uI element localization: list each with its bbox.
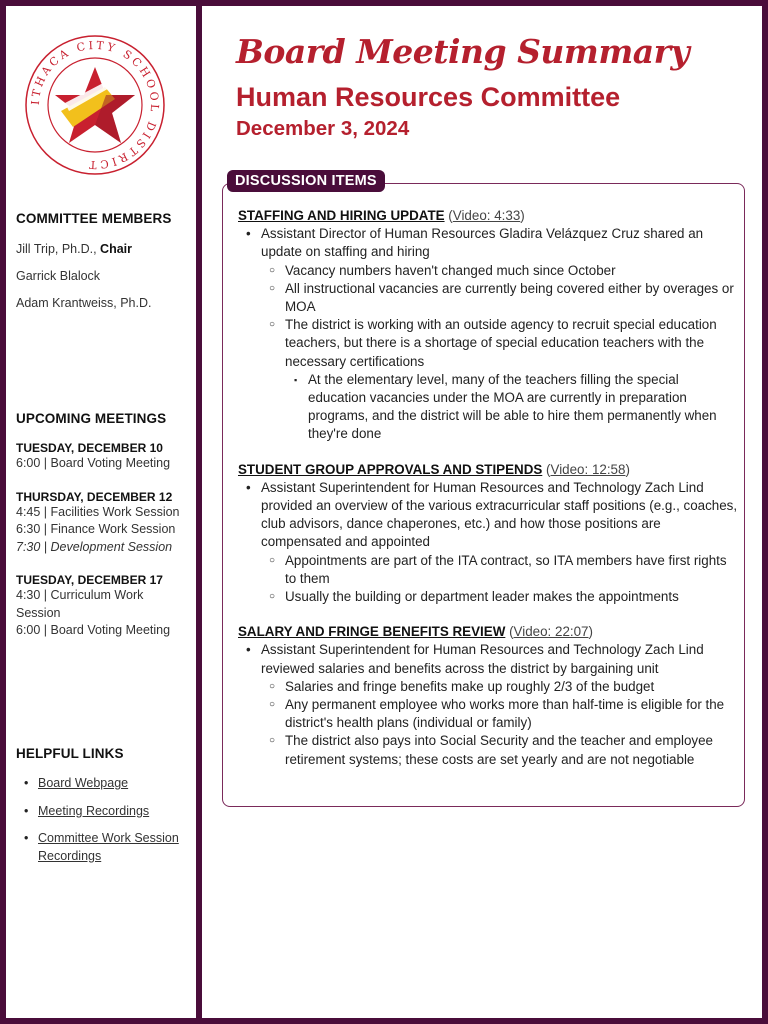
item-bullet — [238, 641, 738, 768]
page-title: Board Meeting Summary — [236, 32, 690, 71]
link-item — [16, 775, 191, 793]
discussion-item: SALARY AND FRINGE BENEFITS REVIEW (Video: 22:07) • Assistant Superintendent for Human Resources and Technology Zach Lind reviewed salaries and benefits across the district by bargaining unit ○ Salaries and fringe benefits make up roughly 2/3 of the budget ○ Any permanent employee who works more than half-time is eligible for the district's health plans (individual or family) ○ The district also pays into Social Security and the teacher and employee retirement systems; these costs are set yearly and are not negotiable — [238, 623, 738, 769]
member-item — [16, 296, 191, 310]
meeting-day: THURSDAY, DECEMBER 12 — [16, 489, 173, 504]
upcoming-meetings-section — [16, 411, 191, 640]
committee-members-heading: COMMITTEE MEMBERS — [16, 211, 172, 226]
item-heading: SALARY AND FRINGE BENEFITS REVIEW — [238, 624, 506, 640]
district-star-logo-icon — [24, 34, 166, 176]
sub-bullet: ○ The district also pays into Social Security and the teacher and employee retirement systems; these costs are set yearly and are not negotiable — [261, 732, 738, 768]
bullet-text: Assistant Director of Human Resources Gladira Velázquez Cruz shared an update on staffing and hiring — [261, 226, 704, 260]
discussion-item: STAFFING AND HIRING UPDATE (Video: 4:33) • Assistant Director of Human Resources Gladira Velázquez Cruz shared an update on staffing and hiring ○ Vacancy numbers haven't changed much since October ○ All instructional vacancies are currently being covered either by overages or MOA ○ The district is working with an outside agency to recruit special education teachers, but there is a shortage of special education teachers with the necessary certifications ▪ At the elementary level, many of the teachers filling the special education vacancies under the MOA are currently in preparation programs, and the district will be able to hire them permanently when they're done — [238, 207, 738, 444]
bullet-text: Assistant Superintendent for Human Resources and Technology Zach Lind reviewed salaries and benefits across the district by bargaining unit — [261, 642, 704, 676]
discussion-item: STUDENT GROUP APPROVALS AND STIPENDS (Video: 12:58) • Assistant Superintendent for Human Resources and Technology Zach Lind provided an overview of the various extracurricular staff positions (e.g., coaches, club advisors, dance chaperones, etc.) and how those positions are compensated and appointed ○ Appointments are part of the ITA contract, so ITA members have first rights to them ○ Usually the building or department leader makes the appointments — [238, 461, 738, 607]
member-name: Garrick Blalock — [16, 269, 101, 283]
sub-bullet: ○ Any permanent employee who works more than half-time is eligible for the district's health plans (individual or family) — [261, 696, 738, 732]
meeting-line: 4:45 | Facilities Work Session — [16, 504, 180, 519]
meeting-date: December 3, 2024 — [236, 117, 410, 140]
meeting-line: 6:30 | Finance Work Session — [16, 522, 176, 536]
meeting-day: TUESDAY, DECEMBER 17 — [16, 573, 163, 587]
meeting-recordings-link[interactable]: Meeting Recordings — [38, 803, 150, 818]
item-bullet — [238, 479, 738, 606]
member-item — [16, 242, 191, 256]
sub-sub-bullet: ▪ At the elementary level, many of the teachers filling the special education vacancies under the MOA are currently in preparation programs, and the district will be able to hire them permanently when they're done — [285, 371, 738, 444]
upcoming-meetings-heading: UPCOMING MEETINGS — [16, 411, 167, 426]
helpful-links-list — [16, 775, 191, 865]
item-heading: STUDENT GROUP APPROVALS AND STIPENDS — [238, 461, 543, 477]
video-link[interactable]: Video: 4:33 — [452, 208, 521, 223]
board-webpage-link[interactable]: Board Webpage — [38, 776, 129, 790]
member-role: Chair — [100, 242, 132, 256]
meeting-line: 7:30 | Development Session — [16, 539, 173, 554]
video-link[interactable]: Video: 12:58 — [550, 461, 626, 477]
svg-text:ITHACA CITY SCHOOL DISTRICT: ITHACA CITY SCHOOL DISTRICT — [28, 38, 162, 172]
helpful-links-heading: HELPFUL LINKS — [16, 746, 124, 761]
member-item — [16, 269, 191, 283]
discussion-content — [238, 207, 738, 786]
sub-bullet: ○ Vacancy numbers haven't changed much since October — [261, 262, 738, 280]
video-link[interactable]: Video: 22:07 — [513, 624, 589, 640]
bullet-text: Assistant Superintendent for Human Resources and Technology Zach Lind provided an overview of the various extracurricular staff positions (e.g., coaches, club advisors, dance chaperones, etc.) and how those positions are compensated and appointed — [261, 479, 738, 550]
member-name: Adam Krantweiss, Ph.D. — [16, 296, 152, 310]
sub-bullet: ○ All instructional vacancies are currently being covered either by overages or MOA — [261, 280, 738, 316]
committee-work-session-recordings-link[interactable]: Committee Work Session Recordings — [38, 831, 179, 863]
sidebar — [6, 6, 196, 1018]
helpful-links-section — [16, 746, 191, 875]
sub-bullet: ○ Appointments are part of the ITA contract, so ITA members have first rights to them — [261, 552, 738, 588]
item-heading: STAFFING AND HIRING UPDATE — [238, 208, 445, 223]
main-content — [202, 6, 762, 1018]
discussion-items-tag: DISCUSSION ITEMS — [227, 170, 385, 192]
meeting-line: 4:30 | Curriculum Work Session — [16, 588, 144, 620]
sub-bullet: ○ Usually the building or department leader makes the appointments — [261, 588, 738, 606]
item-bullet — [238, 225, 738, 443]
sub-bullet-text: The district is working with an outside agency to recruit special education teachers, but there is a shortage of special education teachers with the necessary certifications — [285, 317, 717, 369]
meeting-line: 6:00 | Board Voting Meeting — [16, 456, 171, 470]
meeting-line: 6:00 | Board Voting Meeting — [16, 623, 171, 637]
sub-bullet — [261, 316, 738, 443]
link-item — [16, 803, 191, 821]
committee-members-section — [16, 211, 191, 310]
member-name: Jill Trip, Ph.D., — [16, 242, 101, 256]
link-item — [16, 830, 191, 865]
sub-bullet: ○ Salaries and fringe benefits make up roughly 2/3 of the budget — [261, 678, 738, 696]
page-subtitle: Human Resources Committee — [236, 82, 621, 112]
meeting-day: TUESDAY, DECEMBER 10 — [16, 441, 163, 455]
